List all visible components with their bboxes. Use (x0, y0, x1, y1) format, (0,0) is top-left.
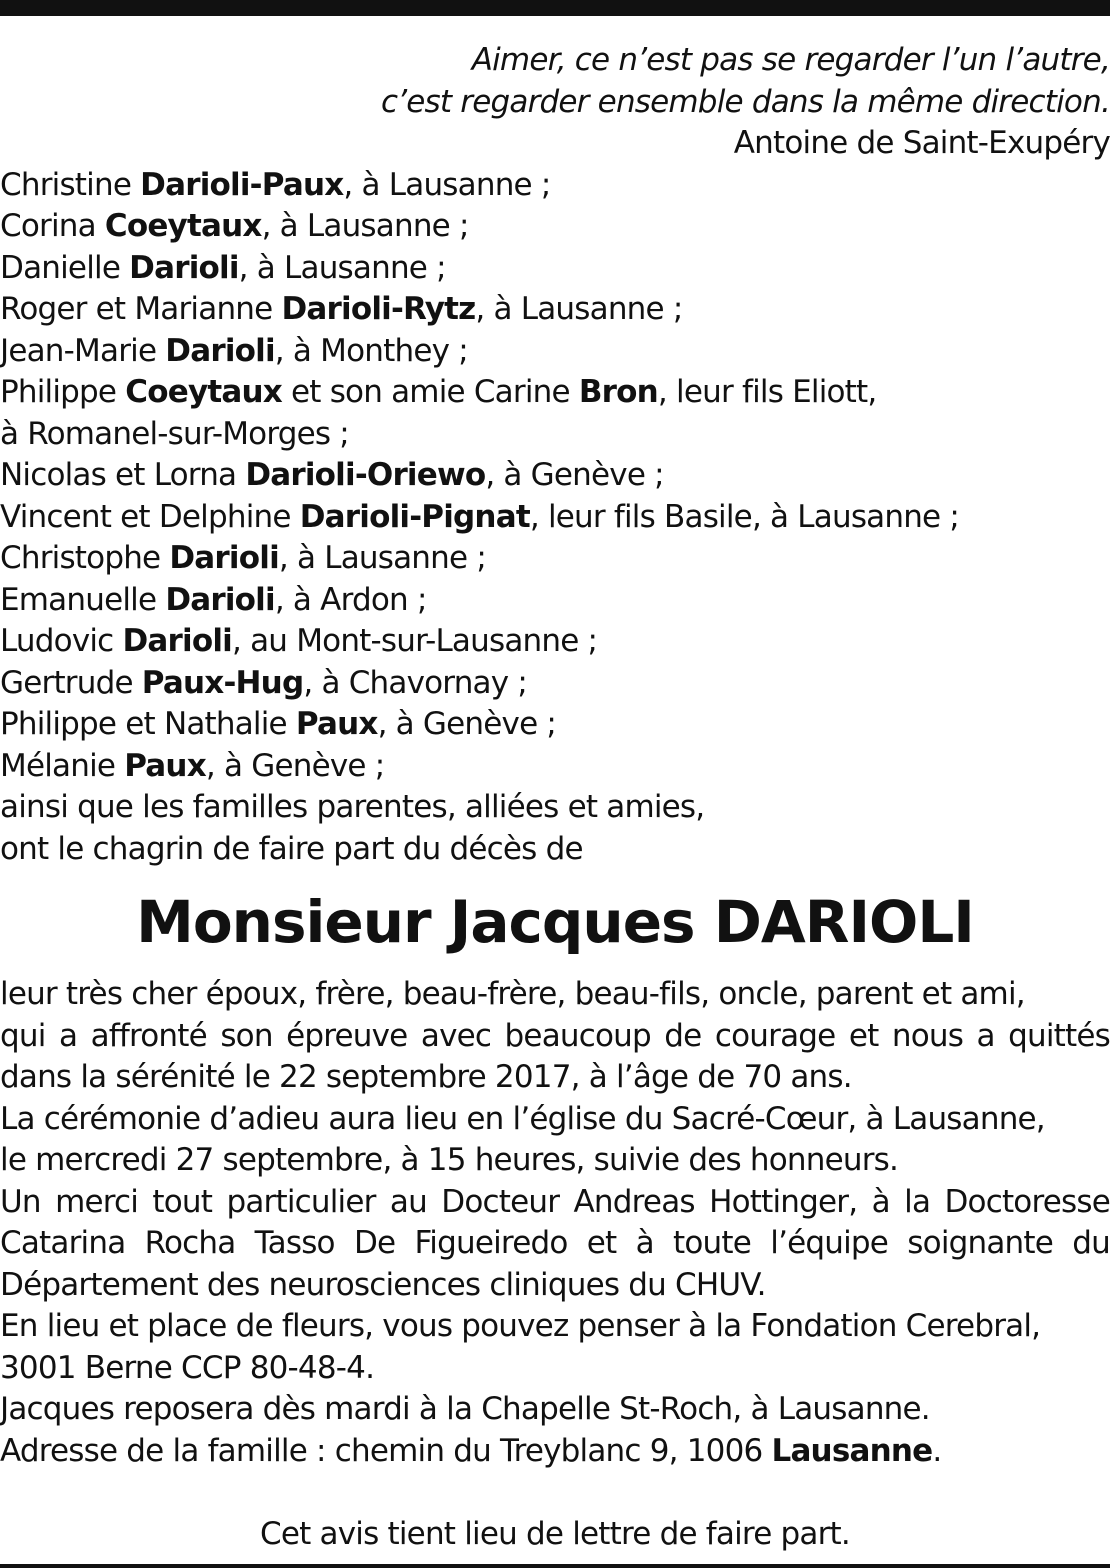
surname: Paux (124, 747, 206, 784)
mourner-line: Vincent et Delphine Darioli-Pignat, leur fils Basile, à Lausanne ; (0, 498, 960, 535)
mourner-line: Roger et Marianne Darioli-Rytz, à Lausanne ; (0, 291, 683, 327)
mourner-line: Nicolas et Lorna Darioli-Oriewo, à Genève ; (0, 457, 664, 493)
surname: Bron (578, 374, 658, 410)
mourner-line: Philippe Coeytaux et son amie Carine Bron, leur fils Eliott, (0, 374, 877, 410)
mourner-line: Danielle Darioli, à Lausanne ; (0, 249, 446, 286)
intro-line-1: ainsi que les familles parentes, alliées et amies, (0, 789, 705, 825)
surname: Darioli-Pignat (299, 498, 530, 535)
chapel-line: Jacques reposera dès mardi à la Chapelle St-Roch, à Lausanne. (0, 1391, 930, 1427)
top-border-rule (0, 0, 1110, 16)
surname: Paux (295, 706, 378, 742)
mourner-line: Ludovic Darioli, au Mont-sur-Lausanne ; (0, 623, 598, 659)
mourner-line: Christophe Darioli, à Lausanne ; (0, 540, 486, 576)
surname: Darioli-Paux (140, 166, 344, 203)
ceremony-line: le mercredi 27 septembre, à 15 heures, suivie des honneurs. (0, 1142, 899, 1178)
mourner-line: Mélanie Paux, à Genève ; (0, 747, 385, 784)
surname: Darioli (165, 332, 275, 369)
surname: Darioli (129, 249, 239, 286)
thanks-line-justified: Catarina Rocha Tasso De Figueiredo et à toute l’équipe soignante du (0, 1225, 1110, 1261)
mourner-line: Christine Darioli-Paux, à Lausanne ; (0, 166, 551, 203)
surname: Paux-Hug (141, 664, 304, 701)
donation-line: En lieu et place de fleurs, vous pouvez penser à la Fondation Cerebral, (0, 1308, 1041, 1344)
surname: Darioli (122, 623, 232, 659)
surname: Darioli-Rytz (281, 291, 476, 327)
family-address: Adresse de la famille : chemin du Treyblanc 9, 1006 Lausanne. (0, 1432, 942, 1469)
bottom-border-rule (0, 1564, 1110, 1568)
death-notice (0, 40, 1110, 1555)
quote-author: Antoine de Saint-Exupéry (733, 125, 1110, 161)
mourner-line: Gertrude Paux-Hug, à Chavornay ; (0, 664, 527, 701)
quote-line-1: Aimer, ce n’est pas se regarder l’un l’autre, (471, 42, 1110, 78)
surname: Darioli (165, 581, 275, 618)
closing-note: Cet avis tient lieu de lettre de faire part. (260, 1515, 850, 1552)
surname: Coeytaux (125, 374, 282, 410)
thanks-line: Département des neurosciences cliniques du CHUV. (0, 1266, 766, 1303)
mourner-line: Emanuelle Darioli, à Ardon ; (0, 581, 427, 618)
body-line-justified: qui a affronté son épreuve avec beaucoup de courage et nous a quittés (0, 1017, 1110, 1054)
spacer (0, 1472, 1110, 1514)
thanks-line-justified: Un merci tout particulier au Docteur Andreas Hottinger, à la Doctoresse (0, 1183, 1110, 1220)
mourner-line: Jean-Marie Darioli, à Monthey ; (0, 332, 468, 369)
quote-line-2: c’est regarder ensemble dans la même direction. (380, 83, 1110, 120)
mourner-line: Philippe et Nathalie Paux, à Genève ; (0, 706, 557, 742)
mourner-line: Corina Coeytaux, à Lausanne ; (0, 208, 469, 244)
ceremony-line: La cérémonie d’adieu aura lieu en l’église du Sacré-Cœur, à Lausanne, (0, 1100, 1045, 1137)
mourner-line-continued: à Romanel-sur-Morges ; (0, 415, 349, 452)
deceased-name: Monsieur Jacques DARIOLI (136, 888, 974, 956)
surname: Darioli (169, 540, 279, 576)
intro-line-2: ont le chagrin de faire part du décès de (0, 830, 583, 867)
donation-line: 3001 Berne CCP 80-48-4. (0, 1349, 375, 1386)
body-line: leur très cher époux, frère, beau-frère, beau-fils, oncle, parent et ami, (0, 976, 1025, 1012)
body-line: dans la sérénité le 22 septembre 2017, à l’âge de 70 ans. (0, 1059, 852, 1095)
surname: Darioli-Oriewo (245, 457, 486, 493)
address-city: Lausanne (771, 1432, 933, 1469)
surname: Coeytaux (104, 208, 262, 244)
